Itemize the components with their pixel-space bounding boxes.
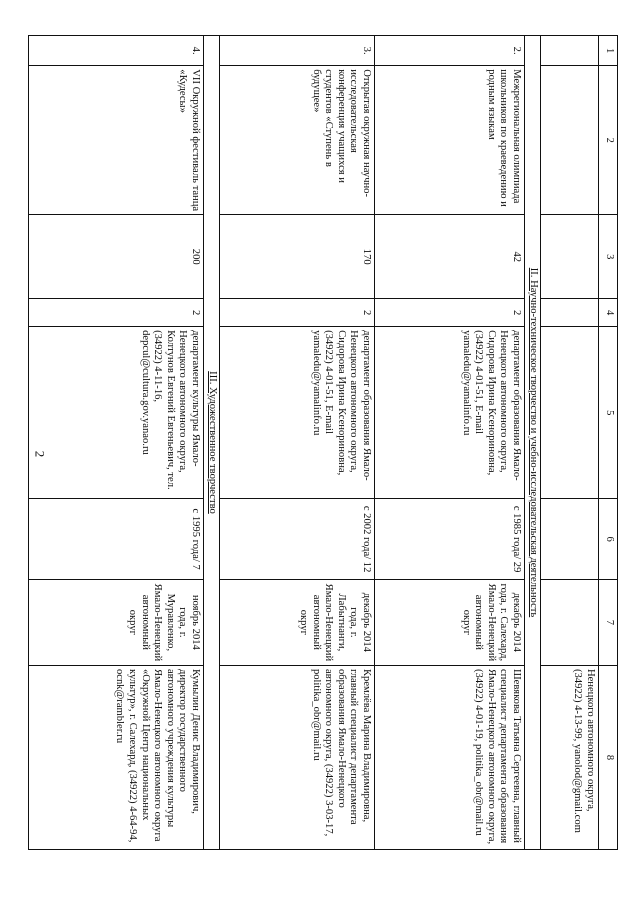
organizer-cell: департамент культуры Ямало-Ненецкого автономного округа, Колтунов Евгений Евгеньевич, тел. (34922) 4-11-16, depcul@cultura.gov.yanao.ru: [29, 327, 204, 499]
column-number: 8: [599, 665, 618, 849]
event-name-cell: [541, 66, 599, 215]
events-table: [28, 35, 618, 850]
participant-count-cell: [541, 215, 599, 299]
column-number: 1: [599, 36, 618, 66]
contact-person-cell: Кумылин Денис Владимирович, директор государственного автономного учреждения культуры Ямало-Ненецкого автономного округа «Окружной Центр национальных культур», г. Салехард, (34922) 4-64-94, ocnk@rambler.ru: [29, 665, 204, 849]
column-number: 2: [599, 66, 618, 215]
event-name-cell: Межрегиональная олимпиада школьников по краеведению и родным языкам: [375, 66, 525, 215]
held-since-cell: с 1985 года/ 29: [375, 499, 525, 579]
column-number: 3: [599, 215, 618, 299]
organizer-cell: [541, 327, 599, 499]
organizer-cell: департамент образования Ямало-Ненецкого автономного округа, Сидорова Ирина Ксенориновна, (34922) 4-01-51, E-mail yamaledu@yamalinfo.ru: [220, 327, 375, 499]
event-name-cell: VII Окружной фестиваль танца «Кудесы»: [29, 66, 204, 215]
held-since-cell: [541, 499, 599, 579]
section-title: II. Научно-техническое творчество и учебно-исследовательская деятельность: [525, 36, 541, 850]
organizer-cell: департамент образования Ямало-Ненецкого автономного округа, Сидорова Ирина Ксенориновна, (34922) 4-01-51, E-mail yamaledu@yamalinfo.ru: [375, 327, 525, 499]
section-header-row: [204, 36, 220, 850]
row-number-cell: 2.: [375, 36, 525, 66]
stage-count-cell: 2: [375, 299, 525, 327]
page-number: 2: [32, 450, 48, 458]
section-title: III. Художественное творчество: [204, 36, 220, 850]
table-row: [220, 36, 375, 850]
row-number-cell: 3.: [220, 36, 375, 66]
column-number: 7: [599, 579, 618, 665]
table-row: [541, 36, 599, 850]
document-sheet: [78, 35, 618, 850]
row-number-cell: 4.: [29, 36, 204, 66]
date-place-cell: [541, 579, 599, 665]
stage-count-cell: [541, 299, 599, 327]
rotated-table-frame: [78, 35, 618, 850]
column-number: 5: [599, 327, 618, 499]
stage-count-cell: 2: [29, 299, 204, 327]
table-row: [29, 36, 204, 850]
participant-count-cell: 200: [29, 215, 204, 299]
column-number-row: [599, 36, 618, 850]
participant-count-cell: 170: [220, 215, 375, 299]
contact-person-cell: Шевякова Татьяна Сергеевна, главный специалист департамента образования Ямало-Ненецкого автономного округа, (34922) 4-01-19, politika_obr@mail.ru: [375, 665, 525, 849]
event-name-cell: Открытая окружная научно-исследовательская конференция учащихся и студентов «Ступень в будущее»: [220, 66, 375, 215]
held-since-cell: с 1995 года/ 7: [29, 499, 204, 579]
contact-person-cell: Кремлёва Марина Владимировна, главный специалист департамента образования Ямало-Ненецкого автономного округа, (34922) 3-03-17, politika_obr@mail.ru: [220, 665, 375, 849]
row-number-cell: [541, 36, 599, 66]
date-place-cell: декабрь 2014 года, г. Лабытнанги, Ямало-Ненецкий автономный округ: [220, 579, 375, 665]
date-place-cell: ноябрь 2014 года, г. Муравленко, Ямало-Ненецкий автономный округ: [29, 579, 204, 665]
column-number: 4: [599, 299, 618, 327]
column-number: 6: [599, 499, 618, 579]
stage-count-cell: 2: [220, 299, 375, 327]
participant-count-cell: 42: [375, 215, 525, 299]
table-row: [375, 36, 525, 850]
held-since-cell: с 2002 года/ 12: [220, 499, 375, 579]
contact-person-cell: Ненецкого автономного округа, (34922) 4-13-99, yanolod@gmail.com: [541, 665, 599, 849]
section-header-row: [525, 36, 541, 850]
date-place-cell: декабрь 2014 года, г. Салехард, Ямало-Ненецкий автономный округ: [375, 579, 525, 665]
